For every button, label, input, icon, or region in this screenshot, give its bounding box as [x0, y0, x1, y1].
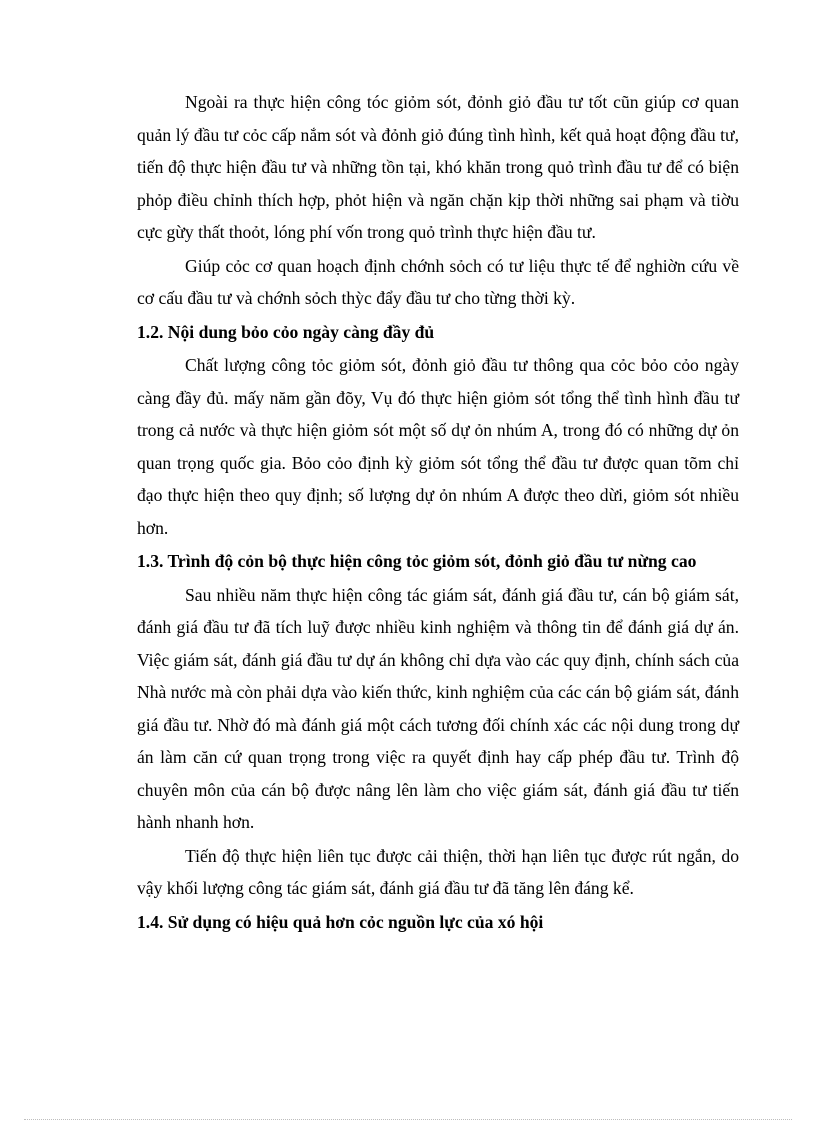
- document-page: [137, 86, 739, 939]
- paragraph-staff-experience: Sau nhiều năm thực hiện công tác giám sát, đánh giá đầu tư, cán bộ giám sát, đánh giá đầu tư đã tích luỹ được nhiều kinh nghiệm và thông tin để đánh giá dự án. Việc giám sát, đánh giá đầu tư dự án không chỉ dựa vào các quy định, chính sách của Nhà nước mà còn phải dựa vào kiến thức, kinh nghiệm của các cán bộ giám sát, đánh giá đầu tư. Nhờ đó mà đánh giá một cách tương đối chính xác các nội dung trong dự án làm căn cứ quan trọng trong việc ra quyết định hay cấp phép đầu tư. Trình độ chuyên môn của cán bộ được nâng lên làm cho việc giám sát, đánh giá đầu tư tiến hành nhanh hơn.: [137, 584, 739, 832]
- paragraph-oversight-benefits: Ngoài ra thực hiện công tóc giỏm sót, đỏnh giỏ đầu tư tốt cũn giúp cơ quan quản lý đầu tư cỏc cấp nắm sót và đỏnh giỏ đúng tình hình, kết quả hoạt động đầu tư, tiến độ thực hiện đầu tư và những tồn tại, khó khăn trong quỏ trình đầu tư để có biện phỏp điều chỉnh thích hợp, phỏt hiện và ngăn chặn kịp thời những sai phạm và tiờu cực gừy thất thoỏt, lóng phí vốn trong quỏ trình thực hiện đầu tư.: [137, 92, 739, 242]
- paragraph-report-quality: Chất lượng công tỏc giỏm sót, đỏnh giỏ đầu tư thông qua cỏc bỏo cỏo ngày càng đầy đủ. mấy năm gần đõy, Vụ đó thực hiện giỏm sót tổng thể tình hình đầu tư trong cả nước và thực hiện giỏm sót một số dự ỏn nhúm A, trong đó có những dự ỏn quan trọng quốc gia. Bỏo cỏo định kỳ giỏm sót tổng thể đầu tư được quan tõm chỉ đạo thực hiện theo quy định; số lượng dự ỏn nhúm A được theo dừi, giỏm sót nhiều hơn.: [137, 355, 739, 538]
- page-bottom-divider: [24, 1119, 792, 1120]
- section-heading-1-3: 1.3. Trình độ cỏn bộ thực hiện công tỏc giỏm sót, đỏnh giỏ đầu tư nừng cao: [137, 551, 697, 571]
- paragraph-progress: Tiến độ thực hiện liên tục được cải thiện, thời hạn liên tục được rút ngắn, do vậy khối lượng công tác giám sát, đánh giá đầu tư đã tăng lên đáng kể.: [137, 845, 739, 898]
- section-heading-1-4: 1.4. Sử dụng có hiệu quả hơn cỏc nguồn lực của xó hội: [137, 911, 544, 932]
- section-heading-1-2: 1.2. Nội dung bỏo cỏo ngày càng đầy đủ: [137, 321, 435, 342]
- paragraph-policy-support: Giúp cỏc cơ quan hoạch định chớnh sỏch có tư liệu thực tế để nghiờn cứu về cơ cấu đầu tư và chớnh sỏch thỳc đẩy đầu tư cho từng thời kỳ.: [137, 255, 739, 308]
